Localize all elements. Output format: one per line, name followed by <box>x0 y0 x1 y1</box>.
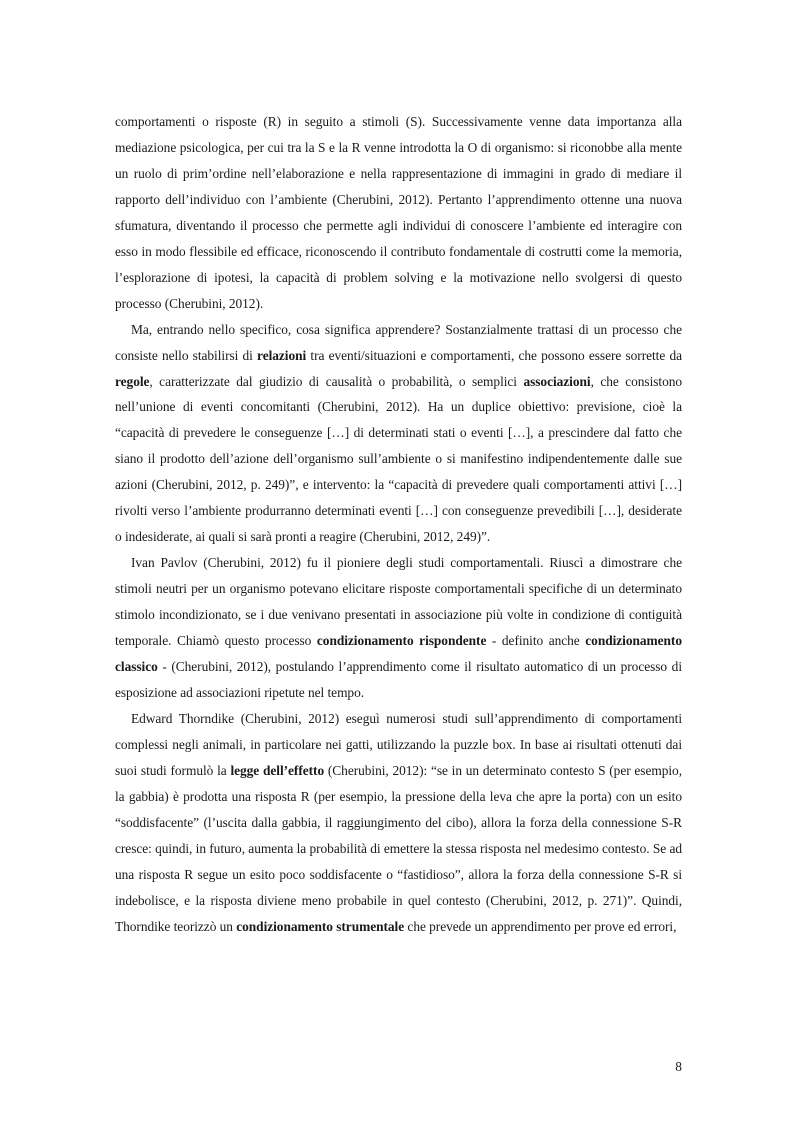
bold-term: regole <box>115 373 150 389</box>
bold-term: associazioni <box>523 373 591 389</box>
page-number: 8 <box>675 1059 682 1074</box>
text-run: , caratterizzate dal giudizio di causalità o probabilità, o semplici <box>149 373 524 389</box>
text-run: (Cherubini, 2012): “se in un determinato contesto S (per esempio, la gabbia) è prodotta una risposta R (per esempio, la pressione della leva che apre la porta) con un esito “soddisfacente” (l’uscita dalla gabbia, il raggiungimento del cibo), allora la forza della connessione S-R cresce: quindi, in futuro, aumenta la probabilità di emettere la stessa risposta nel medesimo contesto. Se ad una risposta R segue un esito poco soddisfacente o “fastidioso”, allora la forza della connessione S-R si indebolisce, e la risposta diviene meno probabile in quel contesto (Cherubini, 2012, p. 271)”. Quindi, Thorndike teorizzò un <box>115 762 682 934</box>
bold-term: relazioni <box>257 347 307 363</box>
paragraph-4 <box>115 706 682 940</box>
page-body <box>115 109 682 940</box>
text-run: comportamenti o risposte (R) in seguito a stimoli (S). Successivamente venne data importanza alla mediazione psicologica, per cui tra la S e la R venne introdotta la O di organismo: si riconobbe alla mente un ruolo di prim’ordine nell’elaborazione e nella rappresentazione di immagini in grado di mediare il rapporto dell’individuo con l’ambiente (Cherubini, 2012). Pertanto l’apprendimento ottenne una nuova sfumatura, diventando il processo che permette agli individui di conoscere l’ambiente ed interagire con esso in modo flessibile ed efficace, riconoscendo il contributo fondamentale di costrutti come la memoria, l’esplorazione di ipotesi, la capacità di problem solving e la motivazione nello svolgersi di questo processo (Cherubini, 2012). <box>115 114 682 311</box>
text-run: che prevede un apprendimento per prove ed errori, <box>404 918 677 934</box>
bold-term: condizionamento strumentale <box>236 918 405 934</box>
paragraph-1 <box>115 109 682 317</box>
text-run: tra eventi/situazioni e comportamenti, che possono essere sorrette da <box>306 347 682 363</box>
text-run: - (Cherubini, 2012), postulando l’apprendimento come il risultato automatico di un processo di esposizione ad associazioni ripetute nel tempo. <box>115 659 682 700</box>
paragraph-2 <box>115 317 682 551</box>
text-run: , che consistono nell’unione di eventi concomitanti (Cherubini, 2012). Ha un duplice obiettivo: previsione, cioè la “capacità di prevedere le conseguenze […] di determinati stati o eventi […], a prescindere dal fatto che siano il prodotto dell’azione dell’organismo sull’ambiente o si manifestino indipendentemente dalle sue azioni (Cherubini, 2012, p. 249)”, e intervento: la “capacità di prevedere quali comportamenti attivi […] rivolti verso l’ambiente produrranno determinati eventi […] con conseguenze prevedibili […], desiderate o indesiderate, ai quali si sarà pronti a reagire (Cherubini, 2012, 249)”. <box>115 373 683 545</box>
text-run: Ivan Pavlov (Cherubini, 2012) fu il pioniere degli studi comportamentali. Riuscì a dimostrare che stimoli neutri per un organismo potevano elicitare risposte comportamentali specifiche di un determinato stimolo incondizionato, se i due venivano presentati in associazione più volte in condizione di contiguità temporale. Chiamò questo processo <box>115 555 682 649</box>
text-run: Edward Thorndike (Cherubini, 2012) eseguì numerosi studi sull’apprendimento di comportamenti complessi negli animali, in particolare nei gatti, utilizzando la puzzle box. In base ai risultati ottenuti dai suoi studi formulò la <box>115 710 682 778</box>
text-run: Ma, entrando nello specifico, cosa significa apprendere? Sostanzialmente trattasi di un processo che consiste nello stabilirsi di <box>115 321 682 363</box>
bold-term: condizionamento rispondente <box>316 633 487 649</box>
text-run: - definito anche <box>486 633 586 649</box>
bold-term: condizionamento classico <box>115 633 682 675</box>
bold-term: legge dell’effetto <box>230 762 325 778</box>
paragraph-3 <box>115 550 682 706</box>
